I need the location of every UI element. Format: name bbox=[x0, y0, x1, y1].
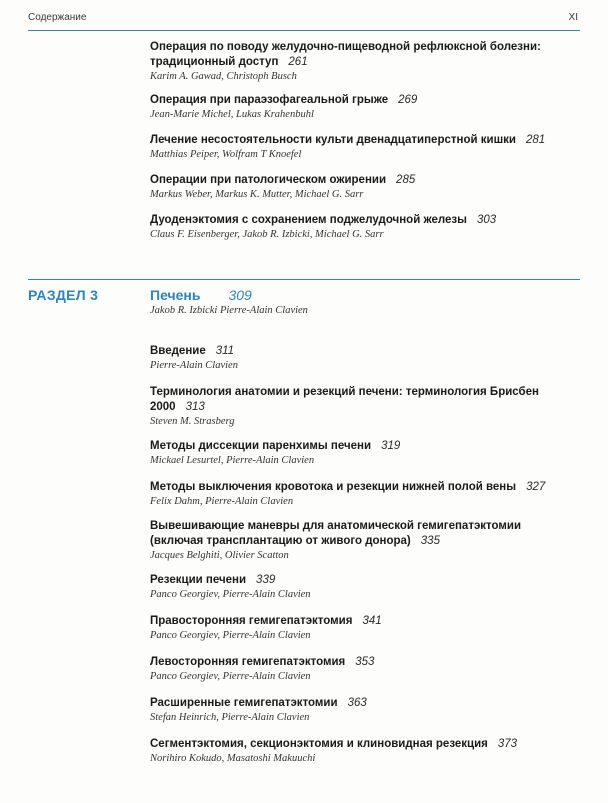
entry-page: 327 bbox=[526, 481, 546, 493]
entry-page: 303 bbox=[476, 214, 497, 226]
entry-authors: Steven M. Strasberg bbox=[150, 416, 235, 427]
entry-authors: Panco Georgiev, Pierre-Alain Clavien bbox=[150, 630, 311, 641]
entry-page: 311 bbox=[215, 345, 235, 357]
entry-authors: Mickael Lesurtel, Pierre-Alain Clavien bbox=[150, 455, 315, 466]
entry-title: Методы выключения кровотока и резекции нижней полой вены 327 bbox=[150, 481, 546, 493]
entry-title: Введение 311 bbox=[150, 345, 235, 357]
entry-title: Вывешивающие маневры для анатомической гемигепатэктомии (включая трансплантацию от живого донора) 335 bbox=[150, 520, 522, 547]
toc-entry[interactable] bbox=[150, 737, 570, 765]
entry-authors: Panco Georgiev, Pierre-Alain Clavien bbox=[150, 671, 311, 682]
toc-entry[interactable] bbox=[150, 385, 570, 428]
toc-entry[interactable] bbox=[150, 696, 570, 724]
entry-title: Левосторонняя гемигепатэктомия 353 bbox=[150, 656, 375, 668]
entry-authors: Matthias Peiper, Wolfram T Knoefel bbox=[150, 149, 302, 160]
running-head: Содержание bbox=[28, 12, 87, 23]
entry-page: 313 bbox=[185, 401, 205, 413]
entry-title: Сегментэктомия, секционэктомия и клиновидная резекция 373 bbox=[150, 738, 518, 750]
entry-page: 341 bbox=[362, 615, 382, 627]
entry-page: 281 bbox=[525, 134, 546, 146]
toc-entry[interactable] bbox=[150, 213, 570, 241]
entry-authors: Panco Georgiev, Pierre-Alain Clavien bbox=[150, 589, 311, 600]
entry-title: Расширенные гемигепатэктомии 363 bbox=[150, 697, 367, 709]
entry-page: 353 bbox=[355, 656, 375, 668]
entry-title: Лечение несостоятельности культи двенадцатиперстной кишки 281 bbox=[150, 134, 546, 146]
section-rule bbox=[28, 279, 580, 280]
entry-authors: Claus F. Eisenberger, Jakob R. Izbicki, Michael G. Sarr bbox=[150, 229, 384, 240]
toc-entry[interactable] bbox=[150, 173, 570, 201]
page-number: XI bbox=[568, 12, 578, 23]
entry-page: 285 bbox=[396, 174, 416, 186]
toc-entry[interactable] bbox=[150, 614, 570, 642]
section-heading[interactable] bbox=[150, 287, 252, 305]
entry-authors: Norihiro Kokudo, Masatoshi Makuuchi bbox=[150, 753, 316, 764]
header-rule bbox=[28, 30, 580, 31]
toc-entry[interactable] bbox=[150, 40, 570, 83]
entry-authors: Markus Weber, Markus K. Mutter, Michael G. Sarr bbox=[150, 189, 364, 200]
entry-authors: Karim A. Gawad, Christoph Busch bbox=[150, 71, 297, 82]
toc-entry[interactable] bbox=[150, 344, 570, 372]
toc-entry[interactable] bbox=[150, 519, 570, 562]
entry-page: 261 bbox=[288, 56, 308, 68]
entry-title: Дуоденэктомия с сохранением поджелудочной железы 303 bbox=[150, 214, 497, 226]
entry-page: 373 bbox=[497, 738, 518, 750]
entry-title: Методы диссекции паренхимы печени 319 bbox=[150, 440, 401, 452]
toc-entry[interactable] bbox=[150, 439, 570, 467]
entry-page: 339 bbox=[256, 574, 276, 586]
entry-title: Операция по поводу желудочно-пищеводной рефлюксной болезни: традиционный доступ 261 bbox=[150, 41, 541, 68]
section-title: Печень bbox=[150, 287, 201, 303]
entry-page: 319 bbox=[381, 440, 401, 452]
entry-title: Терминология анатомии и резекций печени: терминология Брисбен 2000 313 bbox=[150, 386, 539, 413]
entry-page: 363 bbox=[347, 697, 367, 709]
toc-entry[interactable] bbox=[150, 655, 570, 683]
entry-authors: Pierre-Alain Clavien bbox=[150, 360, 238, 371]
toc-entry[interactable] bbox=[150, 573, 570, 601]
entry-authors: Jacques Belghiti, Olivier Scatton bbox=[150, 550, 289, 561]
section-page: 309 bbox=[228, 287, 252, 303]
entry-authors: Stefan Heinrich, Pierre-Alain Clavien bbox=[150, 712, 310, 723]
page-header bbox=[0, 0, 608, 32]
section-authors: Jakob R. Izbicki Pierre-Alain Clavien bbox=[150, 305, 308, 316]
entry-page: 335 bbox=[420, 535, 440, 547]
section-label: РАЗДЕЛ 3 bbox=[28, 287, 99, 303]
entry-title: Правосторонняя гемигепатэктомия 341 bbox=[150, 615, 382, 627]
toc-entry[interactable] bbox=[150, 480, 570, 508]
entry-title: Операции при патологическом ожирении 285 bbox=[150, 174, 416, 186]
entry-title: Операция при параэзофагеальной грыже 269 bbox=[150, 94, 418, 106]
entry-authors: Felix Dahm, Pierre-Alain Clavien bbox=[150, 496, 294, 507]
entry-title: Резекции печени 339 bbox=[150, 574, 276, 586]
toc-entry[interactable] bbox=[150, 93, 570, 121]
entry-page: 269 bbox=[398, 94, 418, 106]
toc-entry[interactable] bbox=[150, 133, 570, 161]
entry-authors: Jean-Marie Michel, Lukas Krahenbuhl bbox=[150, 109, 314, 120]
